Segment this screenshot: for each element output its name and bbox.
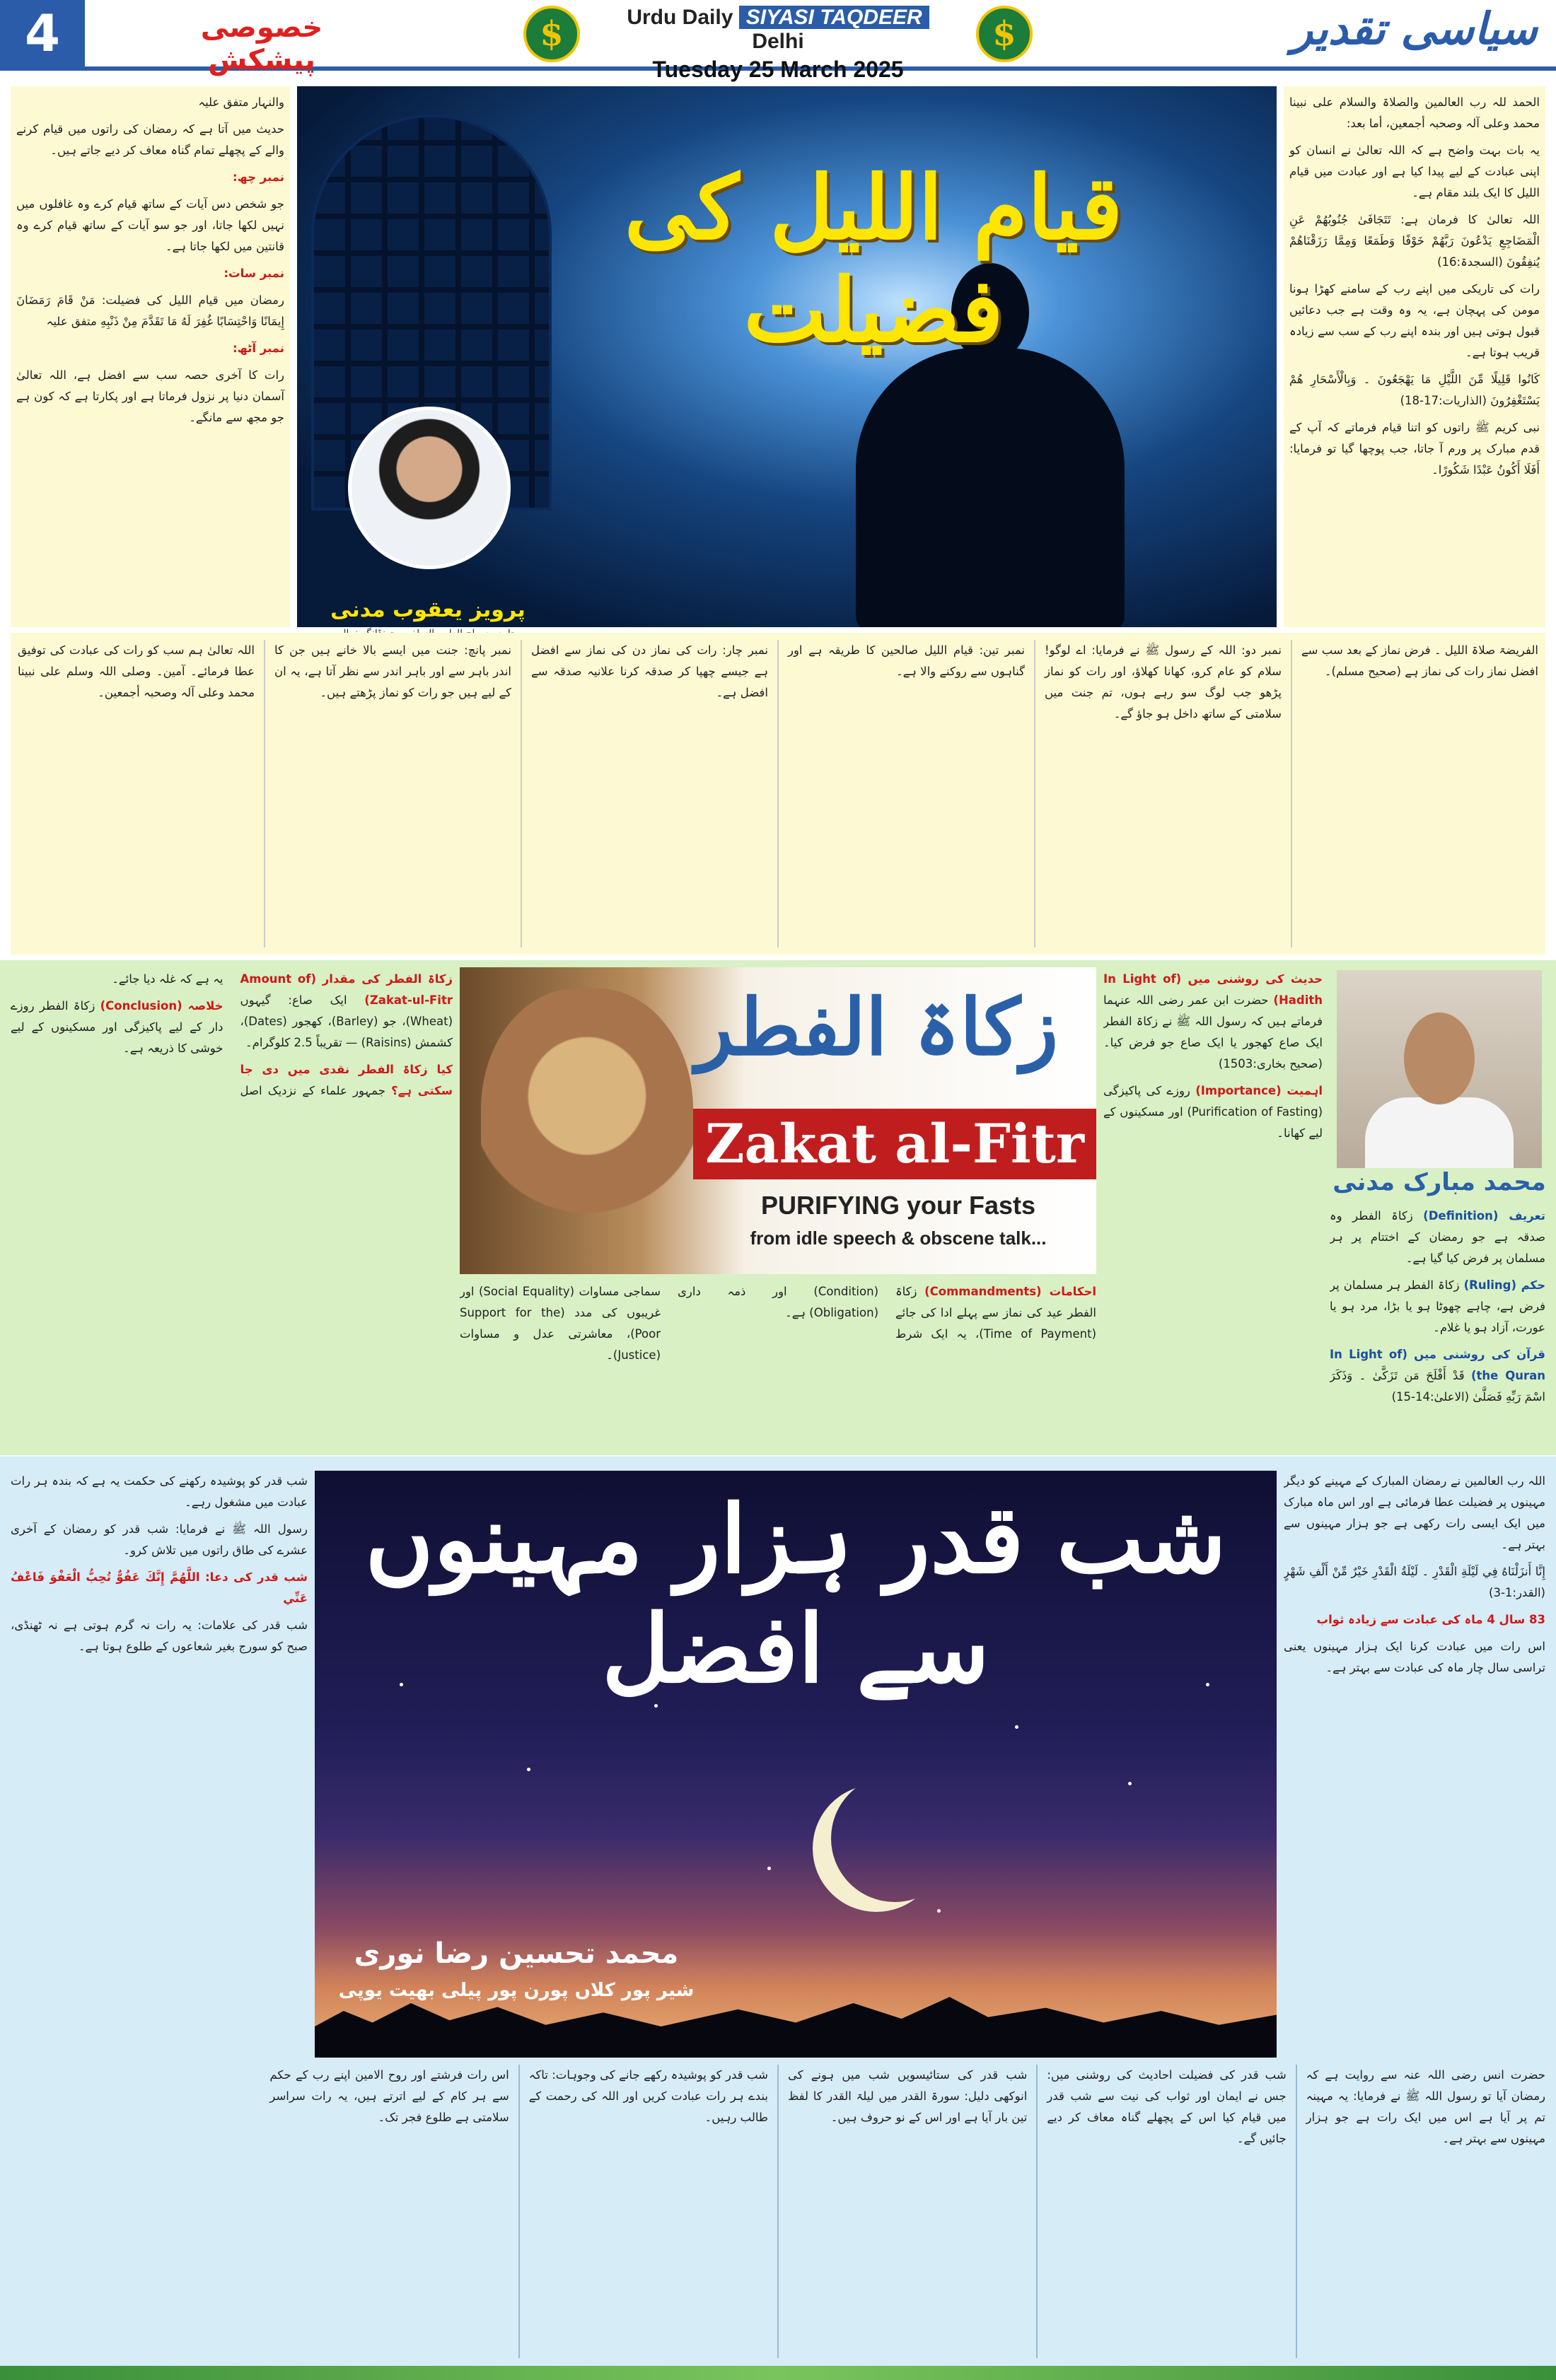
page-number: 4: [0, 0, 85, 66]
article2-headline-urdu: زکاۃ الفطر: [695, 981, 1059, 1073]
article2-author: محمد مبارک مدنی: [1333, 1168, 1546, 1196]
article1-paragraph: اللہ تعالیٰ کا فرمان ہے: تَتَجَافَىٰ جُنُوبُهُمْ عَنِ الْمَضَاجِعِ يَدْعُونَ رَبَّهُمْ خَوْفًا وَطَمَعًا وَمِمَّا رَزَقْنَاهُمْ يُنفِقُونَ (السجدۃ:16): [1289, 213, 1540, 269]
article2-subheadline: PURIFYING your Fasts: [760, 1191, 1036, 1220]
article3-subheading: شب قدر کی دعا: اللَّهُمَّ إِنَّكَ عَفُوٌّ تُحِبُّ الْعَفْوَ فَاعْفُ عَنِّي: [11, 1570, 308, 1605]
article2-col-left: [11, 969, 453, 1449]
article2-text: زکاۃ الفطر ہر مسلمان پر فرض ہے، چاہے چھوٹا ہو یا بڑا، مرد ہو یا عورت، آزاد ہو یا غلام۔: [1330, 1278, 1545, 1334]
article1-paragraph: نمبر تین: قیام اللیل صالحین کا طریقہ ہے اور گناہوں سے روکنے والا ہے۔: [788, 643, 1025, 678]
article1-subheading: نمبر آٹھ:: [233, 342, 284, 355]
author-photo: [348, 407, 511, 569]
article2-headline-english: Zakat al-Fitr: [693, 1109, 1096, 1179]
article1-right-column: [1284, 86, 1545, 627]
article3-paragraph: شب قدر کو پوشیدہ رکھے جانے کی وجوہات: تاکہ بندے ہر رات عبادت کریں اور اللہ کی رحمت کے طالب رہیں۔: [528, 2068, 769, 2124]
brand-name: SIYASI TAQDEER: [739, 6, 929, 29]
article3-headline: شب قدر ہزار مہینوں سے افضل: [365, 1485, 1226, 1704]
article3-paragraph: حضرت انس رضی اللہ عنہ سے روایت ہے کہ رمضان آیا تو رسول اللہ ﷺ نے فرمایا: یہ مہینہ تم پر آیا ہے اس میں ایک رات ہے جو ہزار مہینوں سے بہتر ہے۔: [1306, 2068, 1545, 2145]
article2-hero-image: [460, 967, 1096, 1274]
article1-headline: قیام اللیل کی فضیلت: [624, 157, 1123, 362]
article1-paragraph: حدیث میں آتا ہے کہ رمضان کی راتوں میں قیام کرنے والے کے پچھلے تمام گناہ معاف کر دیے جاتے ہیں۔: [16, 122, 284, 157]
article1-paragraph: الفریضۃ صلاۃ اللیل ۔ فرض نماز کے بعد سب سے افضل نماز رات کی نماز ہے (صحیح مسلم)۔: [1301, 643, 1538, 678]
article1-paragraph: نبی کریم ﷺ راتوں کو اتنا قیام فرماتے کہ آپ کے قدم مبارک پر ورم آ جاتا، جب پوچھا گیا تو فرمایا: أَفَلَا أَكُونُ عَبْدًا شَكُورًا۔: [1289, 421, 1540, 477]
emblem-logo-icon: $: [976, 6, 1033, 62]
article2-text: زکاۃ الفطر روزے دار کے لیے پاکیزگی اور مسکینوں کے لیے خوشی کا ذریعہ ہے۔: [11, 999, 223, 1055]
article1-author: پرویز یعقوب مدنی: [330, 597, 526, 622]
article2-text: ایک صاع: گیہوں (Wheat)، جو (Barley)، کھجور (Dates)، کشمش (Raisins) — تقریباً 2.5 کلوگرام۔: [240, 993, 453, 1049]
article2-tag: قرآن کی روشنی میں (In Light of the Quran): [1330, 1348, 1545, 1382]
article3-paragraph: شب قدر کی علامات: یہ رات نہ گرم ہوتی ہے نہ ٹھنڈی، صبح کو سورج بغیر شعاعوں کے طلوع ہوتا ہے۔: [11, 1618, 308, 1653]
article1-paragraph: كَانُوا قَلِيلًا مِّنَ اللَّيْلِ مَا يَهْجَعُونَ ۔ وَبِالْأَسْحَارِ هُمْ يَسْتَغْفِرُونَ (الذاریات:17-18): [1289, 373, 1540, 407]
article2-tag: احکامات (Commandments): [924, 1285, 1096, 1298]
article1-paragraph: الحمد للہ رب العالمین والصلاۃ والسلام علی نبینا محمد وعلی آلہ وصحبہ أجمعین، أما بعد:: [1289, 95, 1540, 130]
article3-subheading: 83 سال 4 ماہ کی عبادت سے زیادہ ثواب: [1316, 1613, 1545, 1626]
author-photo: [1337, 970, 1542, 1168]
article3-lower-columns: [11, 2065, 1545, 2358]
article2-col-mid-right: [1103, 969, 1323, 1449]
article3-paragraph: إِنَّا أَنزَلْنَاهُ فِي لَيْلَةِ الْقَدْرِ ۔ لَيْلَةُ الْقَدْرِ خَيْرٌ مِّنْ أَلْفِ شَهْرٍ (القدر:1-3): [1284, 1565, 1545, 1599]
article2-text: سماجی مساوات (Social Equality) اور غریبوں کی مدد (Support for the Poor)، معاشرتی عدل و مساوات (Justice)۔: [460, 1285, 661, 1362]
article2-tag: زکاۃ الفطر کی مقدار (Amount of Zakat-ul-Fitr): [240, 972, 453, 1007]
article3-right-column: [1284, 1471, 1545, 2058]
article1-paragraph: جو شخص دس آیات کے ساتھ قیام کرے وہ غافلوں میں نہیں لکھا جاتا، اور جو سو آیات کے ساتھ قیام کرے وہ قانتین میں لکھا جاتا ہے۔: [16, 197, 284, 253]
article1-paragraph: نمبر پانچ: جنت میں ایسے بالا خانے ہیں جن کا اندر باہر سے اور باہر اندر سے نظر آتا ہے، یہ ان کے لیے ہیں جو رات کو نماز پڑھتے ہیں۔: [274, 643, 511, 699]
newspaper-logo: سیاسی تقدیر: [1291, 3, 1538, 54]
masthead-center: [601, 6, 955, 82]
article3-paragraph: اس رات فرشتے اور روح الامین اپنے رب کے حکم سے ہر کام کے لیے اترتے ہیں، یہ رات سراسر سلامتی ہے طلوع فجر تک۔: [269, 2068, 509, 2124]
article1-subheading: نمبر سات:: [223, 267, 284, 280]
article1-paragraph: رمضان میں قیام اللیل کی فضیلت: مَنْ قَامَ رَمَضَانَ إِيمَانًا وَاحْتِسَابًا غُفِرَ لَهُ مَا تَقَدَّمَ مِنْ ذَنْبِهِ متفق علیہ: [16, 293, 284, 328]
article3-paragraph: رسول اللہ ﷺ نے فرمایا: شب قدر کو رمضان کے آخری عشرے کی طاق راتوں میں تلاش کرو۔: [11, 1522, 308, 1557]
masthead: [0, 0, 1556, 82]
article2-tag: حکم (Ruling): [1463, 1278, 1545, 1292]
article1-paragraph: یہ بات بہت واضح ہے کہ اللہ تعالیٰ نے انسان کو اپنی عبادت کے لیے پیدا کیا ہے اور عبادت میں قیام اللیل کا ایک بلند مقام ہے۔: [1289, 144, 1540, 199]
article2-tag: اہمیت (Importance): [1195, 1084, 1323, 1097]
footer-strip: [0, 2366, 1556, 2380]
article1-paragraph: رات کی تاریکی میں اپنے رب کے سامنے کھڑا ہونا مومن کی پہچان ہے، یہ وہ وقت ہے جب دعائیں قبول ہوتی ہیں اور بندہ اپنے رب کے سب سے زیادہ قریب ہوتا ہے۔: [1289, 282, 1540, 359]
article3-left-column: [11, 1471, 308, 2058]
praying-man-silhouette: [856, 348, 1125, 627]
article2-tag: حدیث کی روشنی میں (In Light of Hadith): [1103, 972, 1323, 1007]
article2-text: زکاۃ الفطر عید کی نماز سے پہلے ادا کی جائے (Time of Payment)، یہ ایک شرط (Condition) اور ذمہ داری (Obligation) ہے۔: [678, 1285, 1096, 1341]
article3-paragraph: شب قدر کو پوشیدہ رکھنے کی حکمت یہ ہے کہ بندہ ہر رات عبادت میں مشغول رہے۔: [11, 1474, 308, 1509]
article2-text: جمہور علماء کے نزدیک اصل یہ ہے کہ غلہ دیا جائے۔: [112, 972, 385, 1097]
article1-paragraph: والنہار متفق علیہ: [198, 95, 284, 109]
article2-subheadline-2: from idle speech & obscene talk...: [750, 1227, 1047, 1249]
city-label: Delhi: [752, 30, 804, 53]
article1-paragraph: اللہ تعالیٰ ہم سب کو رات کی عبادت کی توفیق عطا فرمائے۔ آمین۔ وصلی اللہ وسلم علی نبینا محمد وعلی آلہ وصحبہ أجمعین۔: [18, 643, 255, 699]
article3-paragraph: شب قدر کی فضیلت احادیث کی روشنی میں: جس نے ایمان اور ثواب کی نیت سے شب قدر میں قیام کیا اس کے پچھلے گناہ معاف کر دیے جائیں گے۔: [1047, 2068, 1287, 2145]
article3-author: محمد تحسین رضا نوری: [354, 1937, 679, 1970]
article2-text: زکاۃ الفطر وہ صدقہ ہے جو رمضان کے اختتام پر ہر مسلمان پر فرض کیا گیا ہے۔: [1330, 1209, 1545, 1265]
article2-tag: تعریف (Definition): [1423, 1209, 1545, 1223]
article2-col-mid-left: [460, 1281, 1096, 1449]
section-label: خصوصی پیشکش: [200, 11, 323, 76]
article3-paragraph: اللہ رب العالمین نے رمضان المبارک کے مہینے کو دیگر مہینوں پر فضیلت عطا فرمائی ہے اور اس ماہ مبارک میں ایک ایسی رات رکھی ہے جو ہزار مہینوں سے بہتر ہے۔: [1284, 1474, 1545, 1551]
emblem-logo-icon: $: [523, 6, 580, 62]
article1-paragraph: نمبر چار: رات کی نماز دن کی نماز سے افضل ہے جیسے چھپا کر صدقہ کرنا علانیہ صدقہ سے افضل ہے۔: [531, 643, 768, 699]
article3-paragraph: شب قدر کی ستائیسویں شب میں ہونے کی انوکھی دلیل: سورۃ القدر میں لیلۃ القدر کا لفظ تین بار آیا ہے اور اس کے نو حروف ہیں۔: [788, 2068, 1028, 2124]
daily-label: Urdu Daily: [627, 6, 733, 29]
article3-author-location: شیر پور کلاں پورن پور پیلی بھیت یوپی: [338, 1980, 695, 2001]
hands-with-grain-icon: [481, 988, 693, 1257]
article1-paragraph: نمبر دو: اللہ کے رسول ﷺ نے فرمایا: اے لوگو! سلام کو عام کرو، کھانا کھلاؤ، اور رات کو نماز پڑھو جب لوگ سو رہے ہوں، تم جنت میں سلامتی کے ساتھ داخل ہو جاؤ گے۔: [1045, 643, 1282, 721]
article2-col-right: [1330, 1206, 1545, 1449]
article2-text: قَدْ أَفْلَحَ مَن تَزَكَّىٰ ۔ وَذَكَرَ اسْمَ رَبِّهِ فَصَلَّىٰ (الاعلیٰ:14-15): [1330, 1369, 1545, 1404]
article2-text: حضرت ابن عمر رضی اللہ عنہما فرماتے ہیں کہ رسول اللہ ﷺ نے زکاۃ الفطر ایک صاع کھجور یا ایک صاع جو فرض کیا۔ (صحیح بخاری:1503): [1103, 993, 1323, 1071]
crescent-moon-icon: [831, 1775, 958, 1902]
article1-left-column: [11, 86, 290, 627]
article3-paragraph: اس رات میں عبادت کرنا ایک ہزار مہینوں یعنی تراسی سال چار ماہ کی عبادت سے بہتر ہے۔: [1284, 1640, 1545, 1674]
article2-text: روزے کی پاکیزگی (Purification of Fasting) اور مسکینوں کے لیے کھانا۔: [1103, 1084, 1323, 1140]
article2-tag: کیا زکاۃ الفطر نقدی میں دی جا سکتی ہے؟: [240, 1063, 453, 1097]
issue-date: Tuesday 25 March 2025: [652, 57, 904, 82]
article1-paragraph: رات کا آخری حصہ سب سے افضل ہے، اللہ تعالیٰ آسمان دنیا پر نزول فرماتا ہے اور پکارتا ہے کہ کون ہے جو مجھ سے مانگے۔: [16, 368, 284, 424]
article1-subheading: نمبر چھ:: [232, 170, 284, 184]
article1-lower-columns: [11, 633, 1545, 955]
article2-tag: خلاصہ (Conclusion): [100, 999, 223, 1013]
